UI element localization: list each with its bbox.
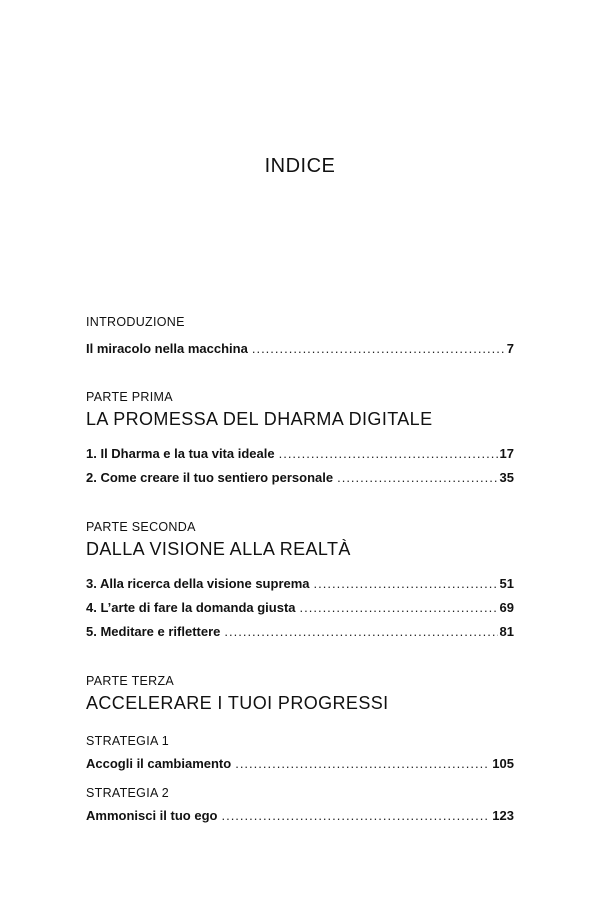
toc-entry-chapter-2[interactable]	[86, 467, 514, 489]
entry-page: 51	[499, 576, 514, 591]
entry-page: 69	[499, 600, 514, 615]
leader-dots	[337, 467, 497, 489]
part-three-label: PARTE TERZA	[86, 674, 175, 688]
entry-title: 2. Come creare il tuo sentiero personale	[86, 470, 334, 485]
entry-title: 3. Alla ricerca della visione suprema	[86, 576, 310, 591]
part-three-section	[86, 673, 514, 827]
part-two-title: DALLA VISIONE ALLA REALTÀ	[86, 539, 351, 559]
entry-title: 1. Il Dharma e la tua vita ideale	[86, 446, 275, 461]
toc-entry-chapter-5[interactable]	[86, 621, 514, 643]
leader-dots	[221, 805, 490, 827]
part-two-section	[86, 519, 514, 643]
toc-entry-intro[interactable]	[86, 338, 514, 360]
intro-label: INTRODUZIONE	[86, 315, 185, 329]
intro-section	[86, 314, 514, 360]
entry-title: Accogli il cambiamento	[86, 756, 232, 771]
entry-title: 5. Meditare e riflettere	[86, 624, 221, 639]
entry-title: 4. L’arte di fare la domanda giusta	[86, 600, 296, 615]
leader-dots	[235, 753, 490, 775]
leader-dots	[224, 621, 497, 643]
part-one-section	[86, 389, 514, 489]
leader-dots	[314, 573, 498, 595]
part-one-label: PARTE PRIMA	[86, 390, 173, 404]
part-three-title: ACCELERARE I TUOI PROGRESSI	[86, 693, 389, 713]
entry-page: 35	[499, 470, 514, 485]
entry-page: 7	[506, 341, 514, 356]
entry-title: Ammonisci il tuo ego	[86, 808, 218, 823]
part-two-label: PARTE SECONDA	[86, 520, 196, 534]
page-title: INDICE	[264, 155, 336, 178]
toc-entry-chapter-3[interactable]	[86, 573, 514, 595]
entry-page: 123	[492, 808, 514, 823]
leader-dots	[252, 338, 505, 360]
strategy-1-label: STRATEGIA 1	[86, 734, 169, 748]
toc-entry-chapter-4[interactable]	[86, 597, 514, 619]
strategy-2-label: STRATEGIA 2	[86, 786, 169, 800]
toc-entry-chapter-1[interactable]	[86, 443, 514, 465]
leader-dots	[300, 597, 498, 619]
entry-page: 105	[492, 756, 514, 771]
entry-page: 81	[499, 624, 514, 639]
toc-entry-strategy-2[interactable]	[86, 805, 514, 827]
entry-title: Il miracolo nella macchina	[86, 341, 248, 356]
leader-dots	[279, 443, 498, 465]
toc-entry-strategy-1[interactable]	[86, 753, 514, 775]
entry-page: 17	[499, 446, 514, 461]
part-one-title: LA PROMESSA DEL DHARMA DIGITALE	[86, 409, 433, 429]
